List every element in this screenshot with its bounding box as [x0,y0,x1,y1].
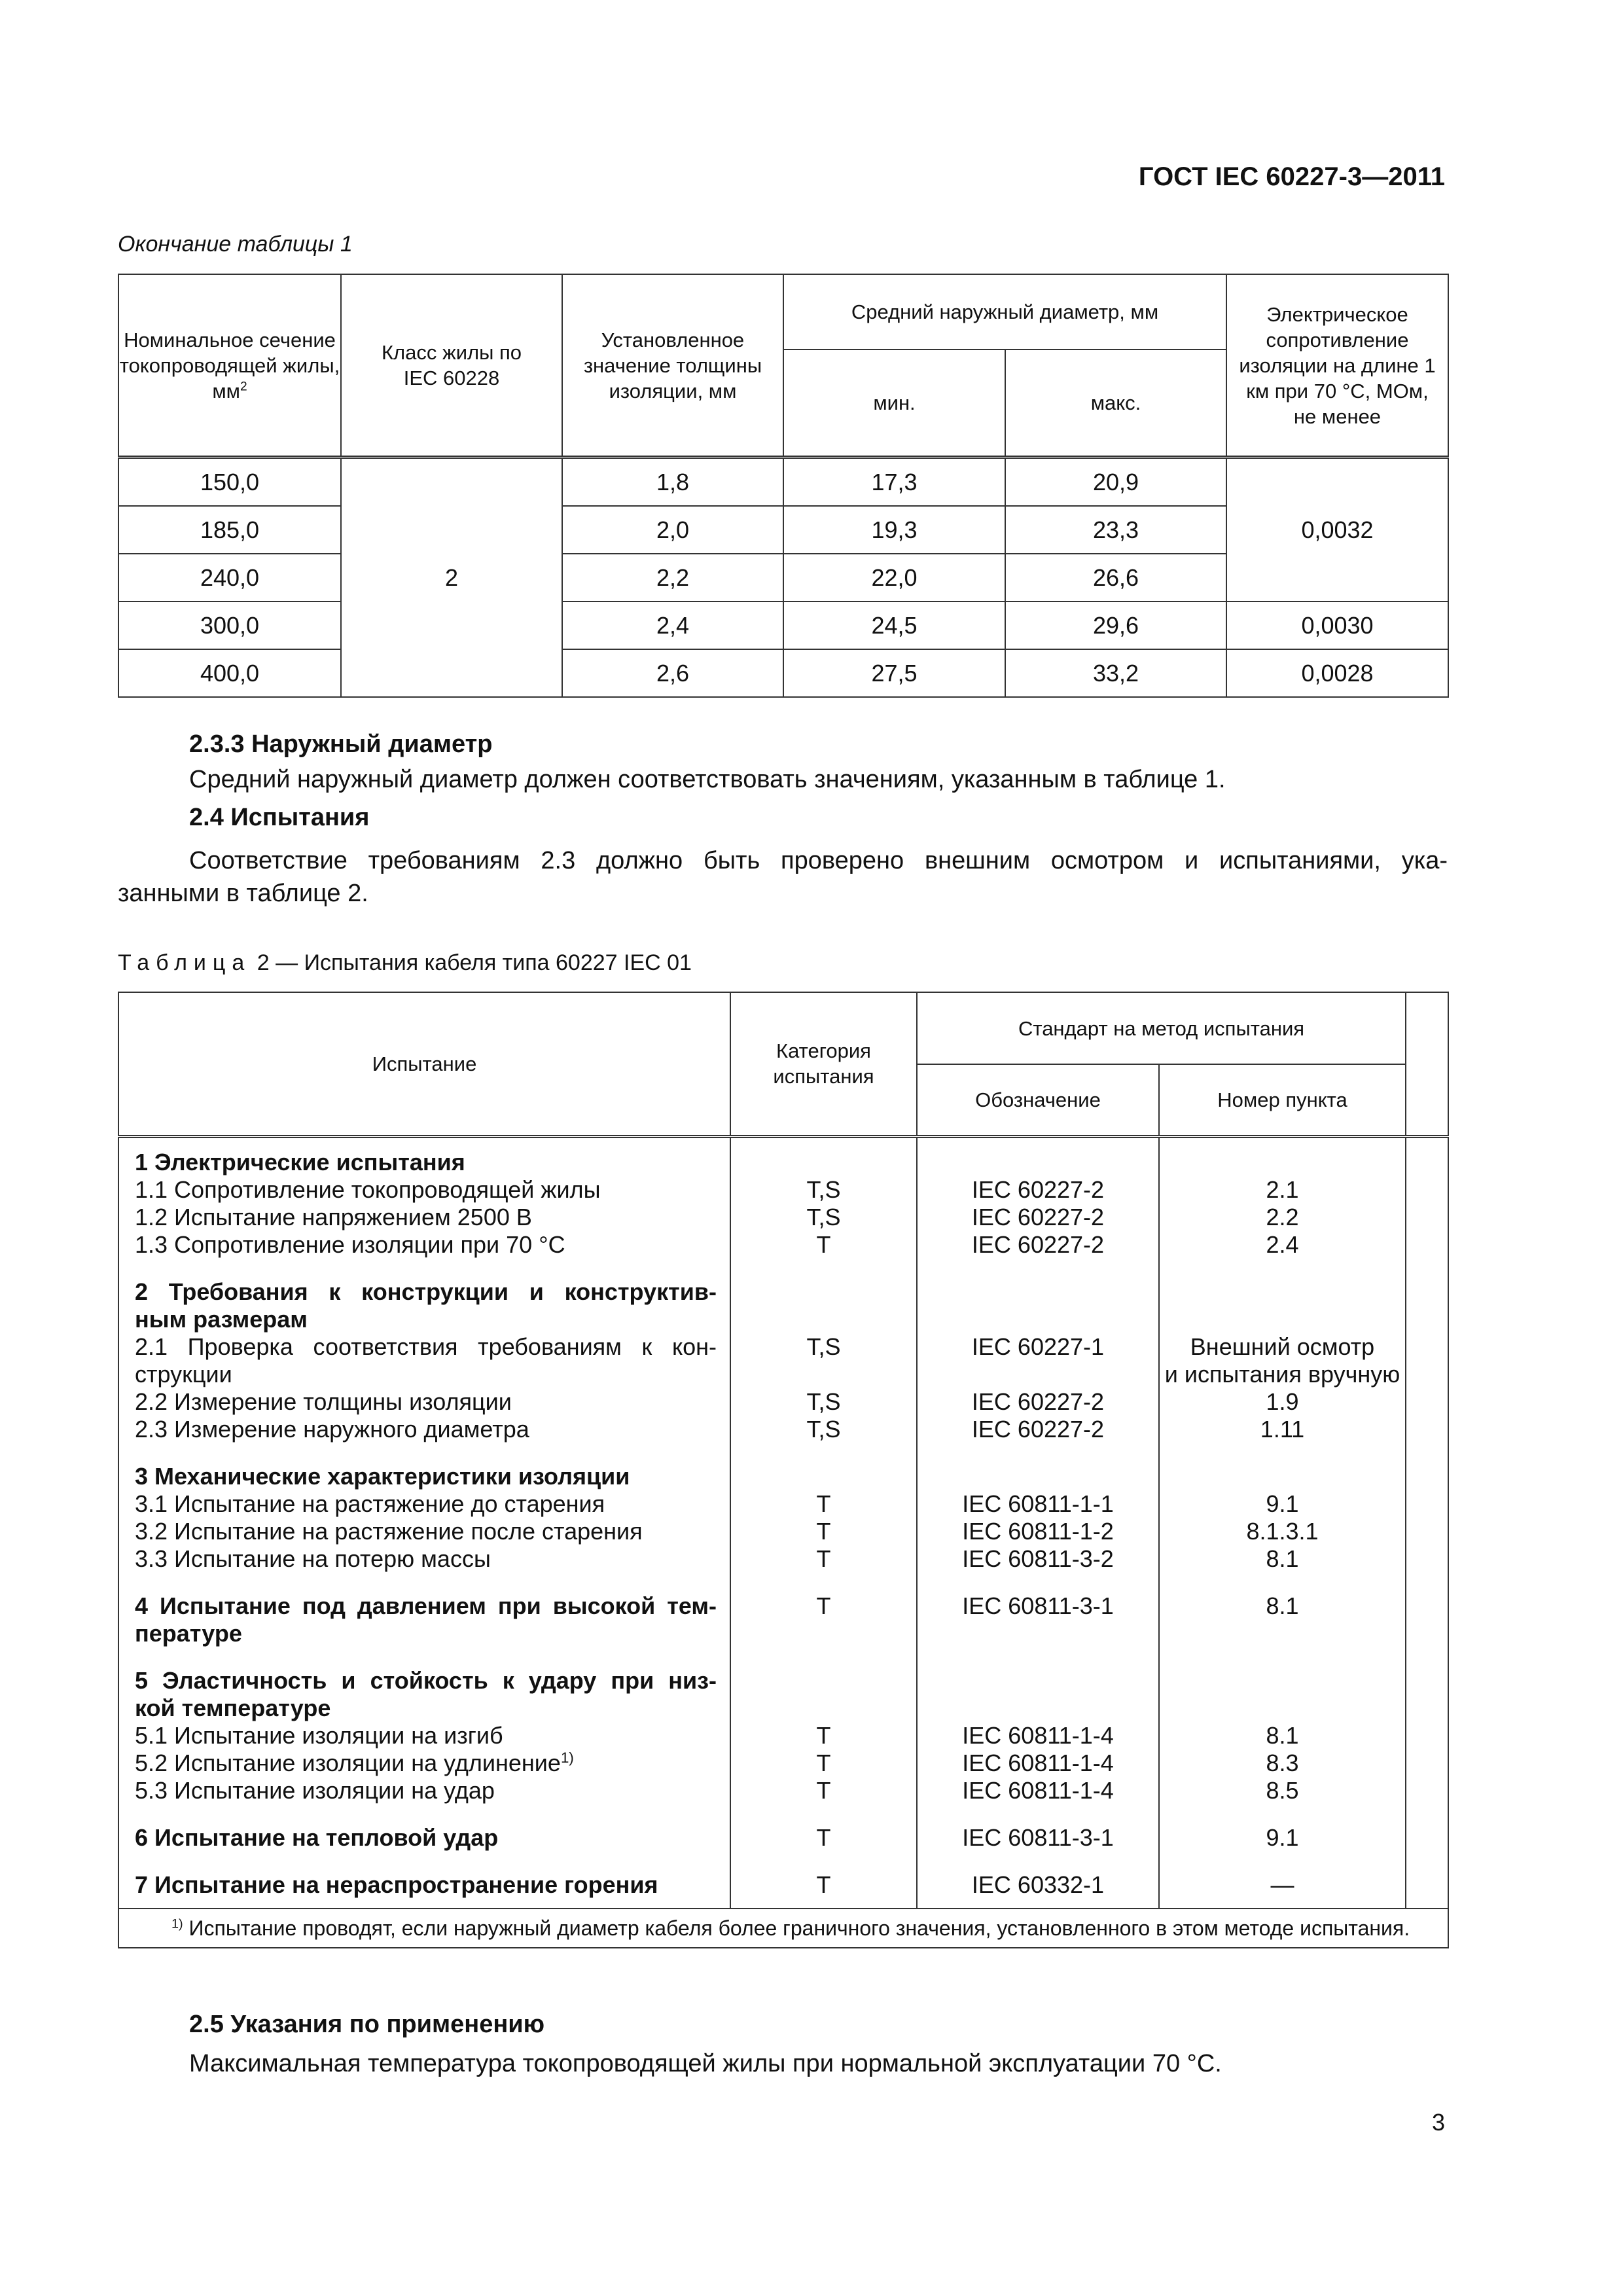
table2-caption-title: 2 — Испытания кабеля типа 60227 IEC 01 [257,950,692,975]
cell-clause-line: 2.1 [1266,1175,1299,1203]
cell-category [730,1814,917,1861]
cell-designation-line [918,1278,1158,1306]
cell-test-line: 5 Эластичность и стойкость к удару при низ- [135,1666,717,1694]
cell-clause-line: 8.1 [1266,1721,1299,1749]
cell-spacer [1406,1136,1448,1268]
cell-section: 185,0 [118,506,341,554]
cell-clause-line [1160,1667,1405,1695]
cell-designation-line: IEC 60227-2 [971,1388,1105,1415]
cell-designation [917,1268,1159,1452]
cell-test-line: 6 Испытание на тепловой удар [135,1823,499,1851]
cell-clause-line: 9.1 [1266,1823,1299,1851]
cell-designation-line: IEC 60227-2 [971,1230,1105,1258]
cell-designation-line: IEC 60227-2 [971,1203,1105,1230]
cell-category-line: T [816,1823,831,1851]
cell-clause-line: 1.9 [1266,1388,1299,1415]
cell-thickness: 2,4 [562,601,783,649]
cell-designation [917,1657,1159,1814]
header-resistance: Электрическое сопротивление изоляции на длине 1 км при 70 °С, МОм, не менее [1226,274,1448,457]
cell-test-line: 2 Требования к конструкции и конструктив- [135,1278,717,1305]
cell-designation-line [918,1149,1158,1176]
cell-category-line [731,1463,916,1490]
cell-category [730,1452,917,1582]
cell-max: 20,9 [1005,457,1226,507]
table-row [118,601,1448,649]
header-diameter: Средний наружный диаметр, мм [783,274,1226,350]
table2-footnote [118,1909,1448,1948]
cell-category [730,1268,917,1452]
page-number: 3 [1431,2109,1445,2136]
cell-designation [917,1814,1159,1861]
cell-category-line: T,S [806,1415,841,1443]
cell-designation [917,1136,1159,1268]
cell-test [118,1452,730,1582]
cell-category-line: T [816,1490,831,1517]
cell-designation-line: IEC 60332-1 [971,1871,1105,1898]
cell-category-line: T,S [806,1203,841,1230]
table1-caption: Окончание таблицы 1 [118,232,353,257]
cell-category-line [731,1620,916,1647]
header-designation: Обозначение [917,1064,1159,1136]
cell-spacer [1406,1657,1448,1814]
cell-category-line: T [816,1776,831,1804]
cell-test-line: 3.2 Испытание на растяжение после старения [135,1517,643,1545]
cell-category [730,1582,917,1657]
table-row [118,1582,1448,1657]
heading-2-5: 2.5 Указания по применению [189,2011,545,2038]
cell-resistance: 0,0028 [1226,649,1448,697]
cell-test-line: 5.2 Испытание изоляции на удлинение$^{1)}$ [135,1749,574,1776]
document-code: ГОСТ IEC 60227-3—2011 [1138,162,1445,191]
header-clause: Номер пункта [1159,1064,1406,1136]
cell-clause-line: Внешний осмотр [1190,1333,1375,1360]
cell-clause-line: 2.2 [1266,1203,1299,1230]
cell-section: 240,0 [118,554,341,601]
footnote-mark: 1) [171,1916,183,1931]
cell-clause-line: 8.1 [1266,1592,1299,1619]
cell-clause-line: — [1270,1871,1294,1898]
cell-category-line [731,1278,916,1306]
header-min: мин. [783,350,1005,457]
cell-thickness: 2,0 [562,506,783,554]
cell-clause [1159,1814,1406,1861]
table2-caption [118,950,692,976]
cell-min: 22,0 [783,554,1005,601]
cell-max: 29,6 [1005,601,1226,649]
cell-test-line: 3.1 Испытание на растяжение до старения [135,1490,605,1517]
cell-min: 19,3 [783,506,1005,554]
cell-test-line: 4 Испытание под давлением при высокой тем- [135,1592,717,1619]
cell-category-line: T,S [806,1175,841,1203]
cell-test [118,1814,730,1861]
table2-caption-label: Таблица [118,950,251,975]
heading-2-4: 2.4 Испытания [189,804,370,831]
cell-test [118,1136,730,1268]
cell-clause-line [1160,1149,1405,1176]
cell-designation [917,1452,1159,1582]
cell-test-line: 2.1 Проверка соответствия требованиям к кон- [135,1333,717,1360]
cell-category-line: T [816,1592,831,1619]
cell-clause [1159,1136,1406,1268]
cell-section: 300,0 [118,601,341,649]
cell-designation-line: IEC 60811-1-2 [962,1517,1114,1545]
cell-clause-line: 1.11 [1260,1415,1305,1443]
cell-designation-line: IEC 60811-1-4 [962,1776,1114,1804]
cell-test-line: 1 Электрические испытания [135,1148,465,1175]
cell-category-line: T,S [806,1333,841,1360]
cell-designation-line: IEC 60811-1-4 [962,1749,1114,1776]
cell-spacer [1406,1861,1448,1909]
cell-clause [1159,1657,1406,1814]
cell-clause-line [1160,1278,1405,1306]
cell-test [118,1268,730,1452]
paragraph-2-5: Максимальная температура токопроводящей жилы при нормальной эксплуатации 70 °С. [189,2050,1222,2077]
cell-test-line: струкции [135,1360,232,1388]
cell-category-line [731,1361,916,1388]
table2 [118,992,1449,1948]
cell-clause-line: 8.5 [1266,1776,1299,1804]
cell-resistance: 0,0030 [1226,601,1448,649]
cell-min: 27,5 [783,649,1005,697]
cell-clause [1159,1861,1406,1909]
cell-category-line: T,S [806,1388,841,1415]
cell-max: 33,2 [1005,649,1226,697]
cell-designation-line: IEC 60227-2 [971,1175,1105,1203]
cell-category-line: T [816,1721,831,1749]
footnote-reference: 1) [560,1749,574,1766]
cell-designation-line: IEC 60227-2 [971,1415,1105,1443]
table-row [118,457,1448,507]
cell-clause-line: 8.1 [1266,1545,1299,1572]
cell-clause-line [1160,1695,1405,1722]
cell-designation-line: IEC 60811-3-1 [962,1592,1114,1619]
cell-clause-line: и испытания вручную [1164,1360,1400,1388]
cell-category-line [731,1667,916,1695]
table-row [118,1814,1448,1861]
cell-category-line: T [816,1230,831,1258]
cell-designation-line: IEC 60811-1-4 [962,1721,1114,1749]
cell-clause-line: 2.4 [1266,1230,1299,1258]
cell-designation-line: IEC 60811-1-1 [962,1490,1114,1517]
header-max: макс. [1005,350,1226,457]
cell-clause-line: 9.1 [1266,1490,1299,1517]
cell-test [118,1657,730,1814]
heading-2-3-3: 2.3.3 Наружный диаметр [189,730,493,758]
cell-test-line: 1.3 Сопротивление изоляции при 70 °С [135,1230,565,1258]
footnote-text: Испытание проводят, если наружный диаметр кабеля более граничного значения, установленного в этом методе испытания. [188,1916,1410,1940]
paragraph-2-4: Соответствие требованиям 2.3 должно быть проверено внешним осмотром и испытаниями, ука- [189,847,1448,874]
cell-test-line: ным размерам [135,1305,308,1333]
cell-spacer [1406,1268,1448,1452]
cell-test-line: 3.3 Испытание на потерю массы [135,1545,491,1572]
cell-section: 150,0 [118,457,341,507]
cell-test-line: 1.2 Испытание напряжением 2500 В [135,1203,532,1230]
cell-category [730,1657,917,1814]
cell-thickness: 1,8 [562,457,783,507]
cell-category-line [731,1695,916,1722]
header-section: Номинальное сечение токопроводящей жилы, $мм^2$ [118,274,341,457]
cell-test [118,1582,730,1657]
cell-category-line: T [816,1517,831,1545]
cell-test-line: 5.1 Испытание изоляции на изгиб [135,1721,503,1749]
cell-clause [1159,1268,1406,1452]
header-standard: Стандарт на метод испытания [917,992,1406,1064]
cell-min: 24,5 [783,601,1005,649]
cell-designation-line [918,1695,1158,1722]
table-row [118,1861,1448,1909]
cell-min: 17,3 [783,457,1005,507]
cell-test-line: 5.3 Испытание изоляции на удар [135,1776,495,1804]
cell-test-line: 3 Механические характеристики изоляции [135,1462,630,1490]
cell-thickness: 2,2 [562,554,783,601]
cell-section: 400,0 [118,649,341,697]
cell-max: 23,3 [1005,506,1226,554]
cell-designation-line [918,1620,1158,1647]
header-test: Испытание [118,992,730,1136]
cell-designation-line: IEC 60811-3-2 [962,1545,1114,1572]
cell-max: 26,6 [1005,554,1226,601]
table1 [118,274,1449,698]
cell-clause-line [1160,1463,1405,1490]
cell-category [730,1136,917,1268]
cell-designation-line [918,1667,1158,1695]
cell-designation [917,1861,1159,1909]
table-row [118,649,1448,697]
cell-spacer [1406,1582,1448,1657]
cell-designation [917,1582,1159,1657]
cell-designation-line: IEC 60227-1 [971,1333,1105,1360]
cell-category-line: T [816,1545,831,1572]
cell-category [730,1861,917,1909]
cell-designation-line [918,1463,1158,1490]
cell-test-line: 1.1 Сопротивление токопроводящей жилы [135,1175,601,1203]
cell-test-line: 7 Испытание на нераспространение горения [135,1871,658,1898]
cell-test-line: 2.2 Измерение толщины изоляции [135,1388,512,1415]
table-row [118,1657,1448,1814]
cell-category-line [731,1149,916,1176]
header-thickness: Установленное значение толщины изоляции, мм [562,274,783,457]
cell-test-line: 2.3 Измерение наружного диаметра [135,1415,529,1443]
header-class: Класс жилы по IEC 60228 [341,274,562,457]
paragraph-2-3-3: Средний наружный диаметр должен соответствовать значениям, указанным в таблице 1. [189,766,1226,793]
cell-clause [1159,1452,1406,1582]
cell-designation-line: IEC 60811-3-1 [962,1823,1114,1851]
cell-designation-line [918,1361,1158,1388]
cell-test [118,1861,730,1909]
paragraph-2-4-continued: занными в таблице 2. [118,880,368,907]
table-row [118,1136,1448,1268]
cell-designation-line [918,1306,1158,1333]
header-spacer [1406,992,1448,1136]
cell-spacer [1406,1452,1448,1582]
cell-resistance: 0,0032 [1226,457,1448,602]
cell-category-line: T [816,1749,831,1776]
cell-spacer [1406,1814,1448,1861]
table-row [118,1452,1448,1582]
cell-thickness: 2,6 [562,649,783,697]
cell-clause-line [1160,1620,1405,1647]
cell-clause-line: 8.3 [1266,1749,1299,1776]
header-category: Категория испытания [730,992,917,1136]
cell-clause-line: 8.1.3.1 [1246,1517,1319,1545]
cell-category-line: T [816,1871,831,1898]
cell-clause-line [1160,1306,1405,1333]
cell-test-line: пературе [135,1619,242,1647]
cell-class: 2 [341,457,562,698]
cell-clause [1159,1582,1406,1657]
cell-test-line: кой температуре [135,1694,331,1721]
table-row [118,1268,1448,1452]
cell-category-line [731,1306,916,1333]
